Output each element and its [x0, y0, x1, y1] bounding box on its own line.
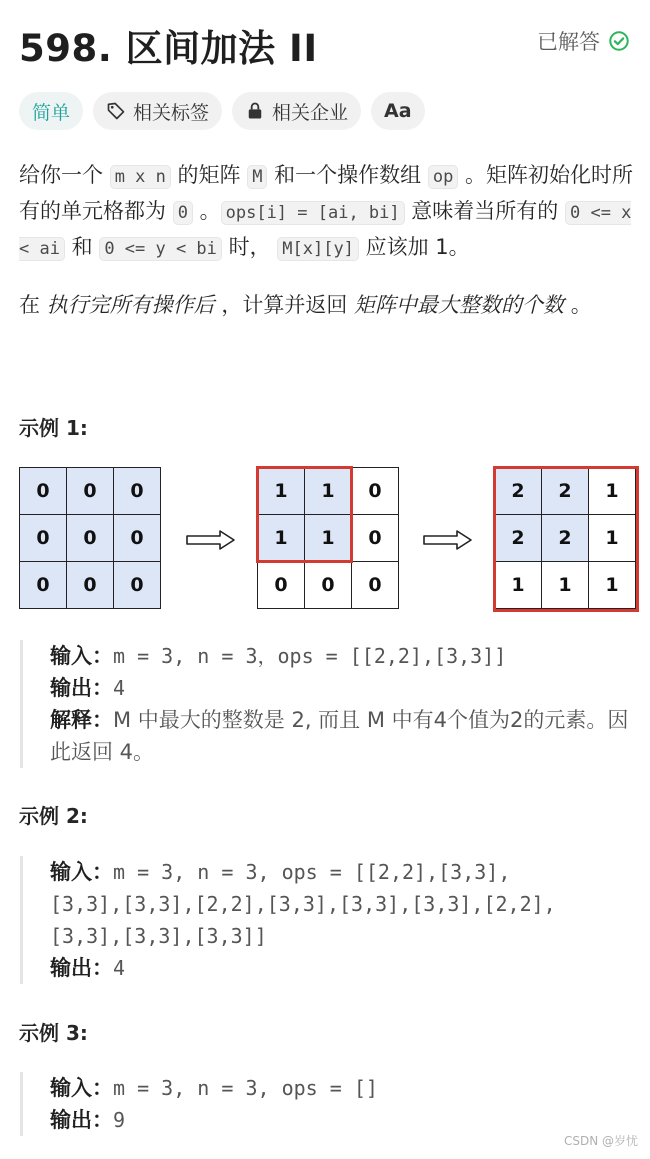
- check-circle-icon: [608, 30, 630, 52]
- matrix-cell: 0: [352, 468, 399, 515]
- matrix-cell: 0: [114, 515, 161, 562]
- input-value: m = 3, n = 3，ops = [[2,2],[3,3]]: [113, 644, 507, 668]
- matrix-cell: 1: [589, 468, 636, 515]
- matrix-cell: 0: [67, 515, 114, 562]
- example-3-title: 示例 3:: [19, 1021, 88, 1045]
- desc-text: 。: [192, 199, 221, 223]
- matrix-cell: 0: [20, 562, 67, 609]
- watermark: CSDN @岁忧: [563, 1134, 638, 1148]
- inline-code: ops[i] = [ai, bi]: [221, 201, 405, 225]
- solved-status: [537, 26, 630, 56]
- matrix-cell: 2: [495, 515, 542, 562]
- matrix-cell: 1: [589, 515, 636, 562]
- desc-text: 在: [19, 293, 47, 317]
- input-label: 输入：: [50, 860, 113, 884]
- output-value: 9: [113, 1108, 126, 1132]
- inline-code: M[x][y]: [277, 237, 359, 261]
- translate-tag[interactable]: [371, 92, 425, 130]
- related-companies-tag[interactable]: [232, 92, 361, 130]
- output-value: 4: [113, 956, 126, 980]
- emphasis-text: 矩阵中最大整数的个数: [354, 293, 565, 317]
- inline-code: op: [428, 165, 458, 189]
- right-arrow-icon: [423, 529, 473, 551]
- inline-code: 0: [173, 201, 193, 225]
- example-1-block: [20, 640, 640, 768]
- output-label: 输出：: [50, 1108, 113, 1132]
- matrix-cell: 0: [20, 515, 67, 562]
- page-title: 598. 区间加法 II: [19, 27, 318, 70]
- matrix-cell: 0: [20, 468, 67, 515]
- input-value: m = 3, n = 3, ops = [[2,2],[3,3],: [113, 860, 511, 884]
- problem-description: [19, 158, 634, 266]
- translate-icon: Aa: [384, 100, 412, 122]
- matrix-cell: 2: [495, 468, 542, 515]
- matrix-cell: 1: [305, 515, 352, 562]
- matrix-cell: 1: [258, 468, 305, 515]
- matrix-cell: 1: [258, 515, 305, 562]
- input-label: 输入：: [50, 1076, 113, 1100]
- matrix-cell: 0: [258, 562, 305, 609]
- related-companies-label: 相关企业: [272, 101, 349, 124]
- example-3-block: [20, 1072, 640, 1136]
- related-topics-label: 相关标签: [133, 101, 210, 124]
- matrix-cell: 0: [305, 562, 352, 609]
- matrix-step-2: [494, 467, 636, 609]
- tag-bar: [19, 92, 425, 130]
- difficulty-label: 简单: [32, 101, 71, 124]
- desc-text: 和: [64, 235, 100, 259]
- desc-text: 给你一个: [19, 163, 110, 187]
- related-topics-tag[interactable]: [93, 92, 222, 130]
- matrix-cell: 0: [352, 562, 399, 609]
- input-label: 输入：: [50, 644, 113, 668]
- matrix-cell: 2: [542, 515, 589, 562]
- desc-text: 。: [564, 293, 592, 317]
- example-1-title: 示例 1:: [19, 416, 88, 440]
- inline-code: 0 <= x < ai: [19, 203, 632, 259]
- problem-question: [19, 288, 634, 322]
- example-2-title: 示例 2:: [19, 804, 88, 828]
- matrix-cell: 1: [589, 562, 636, 609]
- emphasis-text: 执行完所有操作后: [46, 293, 215, 317]
- matrix-cell: 0: [114, 468, 161, 515]
- explanation-text: M 中最大的整数是 2, 而且 M 中有4个值为2的元素。因此返回 4。: [50, 708, 629, 764]
- matrix-cell: 1: [305, 468, 352, 515]
- example-2-block: [20, 856, 650, 984]
- tag-icon: [106, 101, 126, 121]
- right-arrow-icon: [186, 529, 236, 551]
- matrix-cell: 0: [114, 562, 161, 609]
- matrix-cell: 1: [542, 562, 589, 609]
- desc-text: 和一个操作数组: [267, 163, 428, 187]
- lock-icon: [245, 101, 265, 121]
- desc-text: ，计算并返回: [214, 293, 355, 317]
- inline-code: m x n: [110, 165, 171, 189]
- input-value-cont: [3,3],[3,3],[2,2],[3,3],[3,3],[3,3],[2,2],: [50, 892, 556, 916]
- input-value-cont: [3,3],[3,3],[3,3]]: [50, 924, 267, 948]
- matrix-initial: [19, 467, 161, 609]
- desc-text: 应该加 1。: [358, 235, 470, 259]
- output-value: 4: [113, 676, 126, 700]
- desc-text: 。矩阵初始化时所有的单元格都为: [19, 163, 634, 223]
- matrix-cell: 0: [67, 468, 114, 515]
- desc-text: 的矩阵: [170, 163, 248, 187]
- desc-text: 意味着当所有的: [404, 199, 565, 223]
- output-label: 输出：: [50, 956, 113, 980]
- output-label: 输出：: [50, 676, 113, 700]
- inline-code: 0 <= y < bi: [99, 237, 222, 261]
- matrix-cell: 2: [542, 468, 589, 515]
- explanation-label: 解释：: [50, 708, 113, 732]
- inline-code: M: [247, 165, 267, 189]
- desc-text: 时，: [221, 235, 278, 259]
- matrix-cell: 1: [495, 562, 542, 609]
- solved-label: 已解答: [537, 30, 600, 54]
- matrix-step-1: [257, 467, 399, 609]
- input-value: m = 3, n = 3, ops = []: [113, 1076, 378, 1100]
- matrix-cell: 0: [67, 562, 114, 609]
- matrix-cell: 0: [352, 515, 399, 562]
- difficulty-tag[interactable]: [19, 92, 83, 130]
